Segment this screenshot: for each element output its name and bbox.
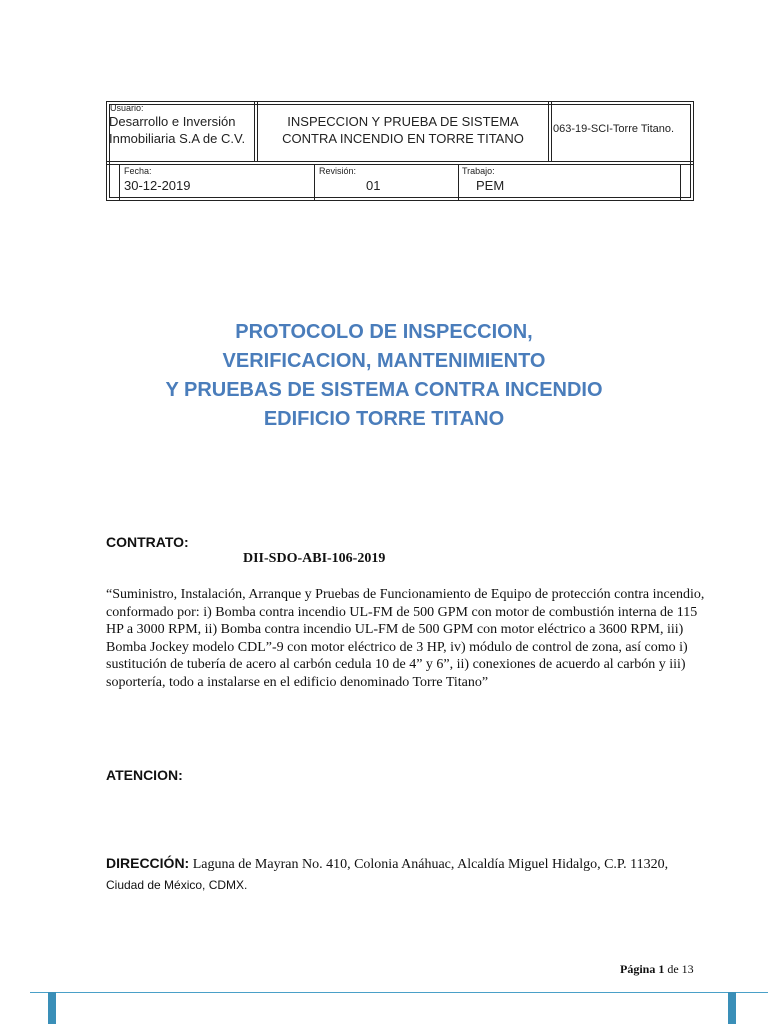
- header-col-divider: [119, 164, 120, 201]
- header-title-line2: CONTRA INCENDIO EN TORRE TITANO: [282, 131, 524, 146]
- footer-line: [30, 992, 768, 993]
- title-line: PROTOCOLO DE INSPECCION,: [235, 321, 533, 343]
- header-col-divider: [314, 164, 315, 201]
- revision-label: Revisión:: [319, 166, 357, 176]
- direccion-city: Ciudad de México, CDMX.: [106, 878, 248, 892]
- fecha-label: Fecha:: [124, 166, 152, 176]
- atencion-label: ATENCION:: [106, 767, 183, 783]
- title-line: VERIFICACION, MANTENIMIENTO: [222, 350, 546, 372]
- page-current: 1: [658, 962, 665, 976]
- header-col-divider-inner: [551, 101, 552, 161]
- header-col-divider: [548, 101, 549, 161]
- pagina-label: Página: [620, 962, 656, 976]
- document-code: 063-19-SCI-Torre Titano.: [553, 123, 675, 135]
- de-label: de: [667, 962, 679, 976]
- usuario-line1: Desarrollo e Inversión: [109, 114, 236, 129]
- header-col-divider: [680, 164, 681, 201]
- contrato-label: CONTRATO:: [106, 534, 189, 550]
- trabajo-label: Trabajo:: [462, 166, 495, 176]
- direccion-value: Laguna de Mayran No. 410, Colonia Anáhuac, Alcaldía Miguel Hidalgo, C.P. 11320,: [192, 857, 669, 872]
- usuario-line2: Inmobiliaria S.A de C.V.: [109, 131, 246, 146]
- contract-description: “Suministro, Instalación, Arranque y Pruebas de Funcionamiento de Equipo de protección contra incendio, conformado por: i) Bomba contra incendio UL-FM de 500 GPM con motor de combustión interna de 115 HP a 3000 RPM, ii) Bomba contra incendio UL-FM de 500 GPM con motor eléctrico a 3600 RPM, iii) Bomba Jockey modelo CDL”-9 con motor eléctrico de 3 HP, iv) módulo de control de zona, así como i) sustitución de tubería de acero al carbón cedula 10 de 4” y 6”, ii) conexiones de acuerdo al carbón y iii) soportería, todo a instalarse en el edificio denominado Torre Titano”: [106, 587, 705, 690]
- header-row-divider: [106, 161, 694, 162]
- footer-bar-right: [728, 992, 736, 1024]
- footer-bar-left: [48, 992, 56, 1024]
- page-total: 13: [681, 962, 694, 976]
- header-title-line1: INSPECCION Y PRUEBA DE SISTEMA: [287, 114, 519, 129]
- header-col-divider: [254, 101, 255, 161]
- direccion-label: DIRECCIÓN:: [106, 855, 190, 871]
- document-title: [0, 318, 768, 434]
- header-col-divider: [458, 164, 459, 201]
- title-line: Y PRUEBAS DE SISTEMA CONTRA INCENDIO: [165, 379, 603, 401]
- page-number: [620, 962, 694, 977]
- header-row-divider-inner: [106, 164, 694, 165]
- revision-value: 01: [366, 178, 381, 193]
- fecha-value: 30-12-2019: [124, 178, 191, 193]
- contract-number: DII-SDO-ABI-106-2019: [243, 551, 386, 566]
- direccion-block: [106, 853, 706, 896]
- title-line: EDIFICIO TORRE TITANO: [263, 408, 505, 430]
- usuario-label: Usuario:: [110, 103, 144, 113]
- trabajo-value: PEM: [476, 178, 505, 193]
